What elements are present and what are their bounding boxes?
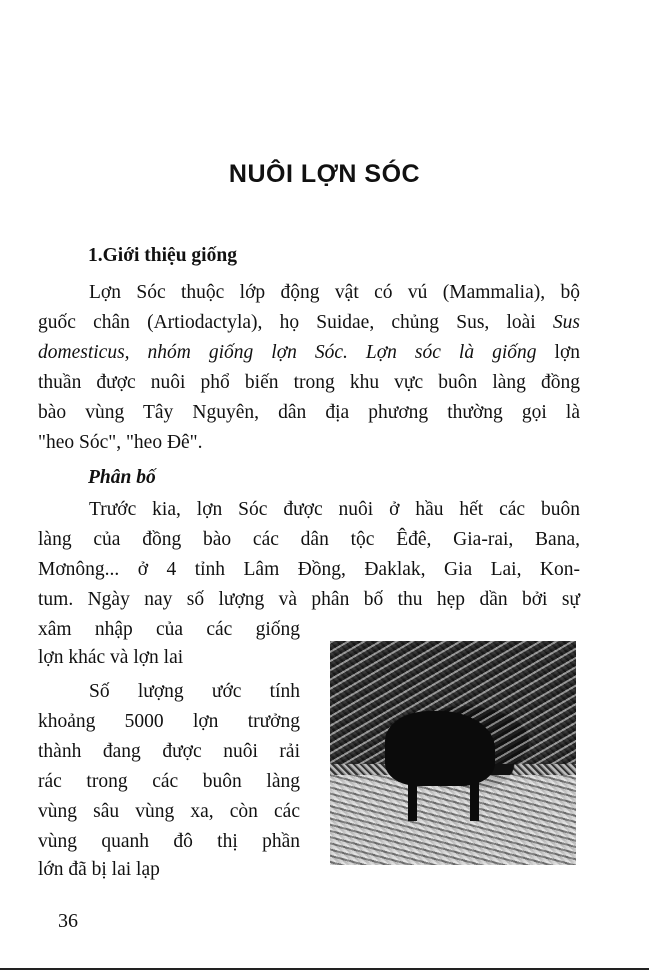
pig-photo — [330, 641, 576, 865]
text-segment: guốc chân (Artiodactyla), họ Suidae, chủng Sus, loài — [38, 312, 536, 333]
text-segment: lợn — [554, 342, 581, 363]
bottom-rule — [0, 968, 649, 970]
section-heading-intro: 1.Giới thiệu giống — [88, 245, 237, 266]
text-line: rác trong các buôn làng — [38, 771, 300, 792]
photo-ground — [330, 775, 576, 865]
text-line: xâm nhập của các giống — [38, 619, 300, 640]
text-line — [38, 311, 580, 335]
section-heading-distribution: Phân bố — [88, 467, 156, 488]
pig-leg — [408, 776, 417, 821]
page-title: NUÔI LỢN SÓC — [228, 160, 421, 188]
text-line: vùng quanh đô thị phần — [38, 831, 300, 852]
page-number: 36 — [58, 910, 78, 932]
text-line — [38, 341, 580, 365]
text-line: thành đang được nuôi rải — [38, 741, 300, 762]
text-line: tum. Ngày nay số lượng và phân bố thu hẹp dần bởi sự — [38, 589, 580, 610]
text-line: lớn đã bị lai lạp — [38, 859, 160, 880]
text-line: khoảng 5000 lợn trưởng — [38, 711, 300, 732]
text-line: lợn khác và lợn lai — [38, 647, 184, 668]
text-line: Số lượng ước tính — [89, 681, 300, 702]
pig-silhouette — [385, 711, 495, 786]
text-line: thuần được nuôi phổ biến trong khu vực buôn làng đồng — [38, 372, 580, 393]
italic-segment: Sus — [552, 312, 580, 333]
text-line: vùng sâu vùng xa, còn các — [38, 801, 300, 822]
text-line: bào vùng Tây Nguyên, dân địa phương thường gọi là — [38, 402, 580, 423]
text-line: làng của đồng bào các dân tộc Êđê, Gia-rai, Bana, — [38, 529, 580, 550]
text-line: "heo Sóc", "heo Đê". — [38, 432, 203, 453]
text-line: Trước kia, lợn Sóc được nuôi ở hầu hết các buôn — [89, 499, 580, 520]
text-line: Lợn Sóc thuộc lớp động vật có vú (Mammalia), bộ — [89, 282, 580, 303]
text-line: Mơnông... ở 4 tỉnh Lâm Đồng, Đaklak, Gia Lai, Kon- — [38, 559, 580, 580]
pig-leg — [470, 776, 479, 821]
italic-segment: domesticus, nhóm giống lợn Sóc. Lợn sóc là giống — [38, 342, 537, 363]
